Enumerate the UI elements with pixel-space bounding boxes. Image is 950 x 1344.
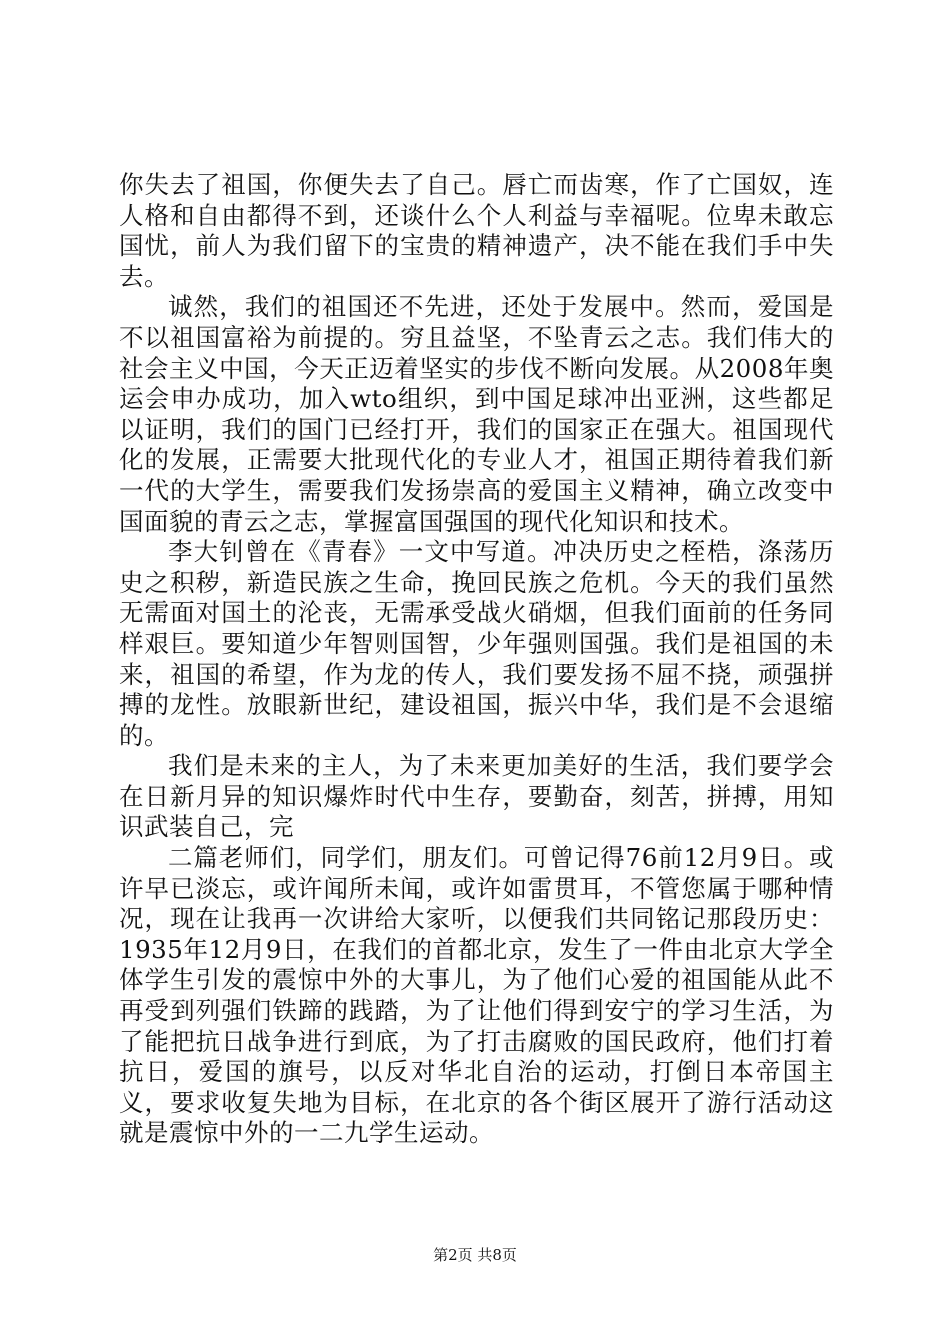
paragraph-3: 李大钊曾在《青春》一文中写道。冲决历史之桎梏，涤荡历史之积秽，新造民族之生命，挽回民族之危机。今天的我们虽然无需面对国土的沦丧，无需承受战火硝烟，但我们面前的任务同样艰巨。要知道少年智则国智，少年强则国强。我们是祖国的未来，祖国的希望，作为龙的传人，我们要发扬不屈不挠，顽强拼搏的龙性。放眼新世纪，建设祖国，振兴中华，我们是不会退缩的。 — [119, 537, 834, 750]
paragraph-2: 诚然，我们的祖国还不先进，还处于发展中。然而，爱国是不以祖国富裕为前提的。穷且益坚，不坠青云之志。我们伟大的社会主义中国，今天正迈着坚实的步伐不断向发展。从2008年奥运会申办成功，加入wto组织，到中国足球冲出亚洲，这些都足以证明，我们的国门已经打开，我们的国家正在强大。祖国现代化的发展，正需要大批现代化的专业人才，祖国正期待着我们新一代的大学生，需要我们发扬崇高的爱国主义精神，确立改变中国面貌的青云之志，掌握富国强国的现代化知识和技术。 — [119, 292, 834, 536]
page-number-footer: 第2页 共8页 — [433, 1246, 517, 1264]
document-body — [119, 170, 834, 1149]
paragraph-4: 我们是未来的主人，为了未来更加美好的生活，我们要学会在日新月异的知识爆炸时代中生存，要勤奋，刻苦，拼搏，用知识武装自己，完 — [119, 751, 834, 842]
paragraph-1: 你失去了祖国，你便失去了自己。唇亡而齿寒，作了亡国奴，连人格和自由都得不到，还谈什么个人利益与幸福呢。位卑未敢忘国忧，前人为我们留下的宝贵的精神遗产，决不能在我们手中失去。 — [119, 170, 834, 291]
paragraph-5: 二篇老师们，同学们，朋友们。可曾记得76前12月9日。或许早已淡忘，或许闻所未闻，或许如雷贯耳，不管您属于哪种情况，现在让我再一次讲给大家听，以便我们共同铭记那段历史：1935年12月9日，在我们的首都北京，发生了一件由北京大学全体学生引发的震惊中外的大事儿，为了他们心爱的祖国能从此不再受到列强们铁蹄的践踏，为了让他们得到安宁的学习生活，为了能把抗日战争进行到底，为了打击腐败的国民政府，他们打着抗日，爱国的旗号，以反对华北自治的运动，打倒日本帝国主义，要求收复失地为目标，在北京的各个街区展开了游行活动这就是震惊中外的一二九学生运动。 — [119, 843, 834, 1148]
